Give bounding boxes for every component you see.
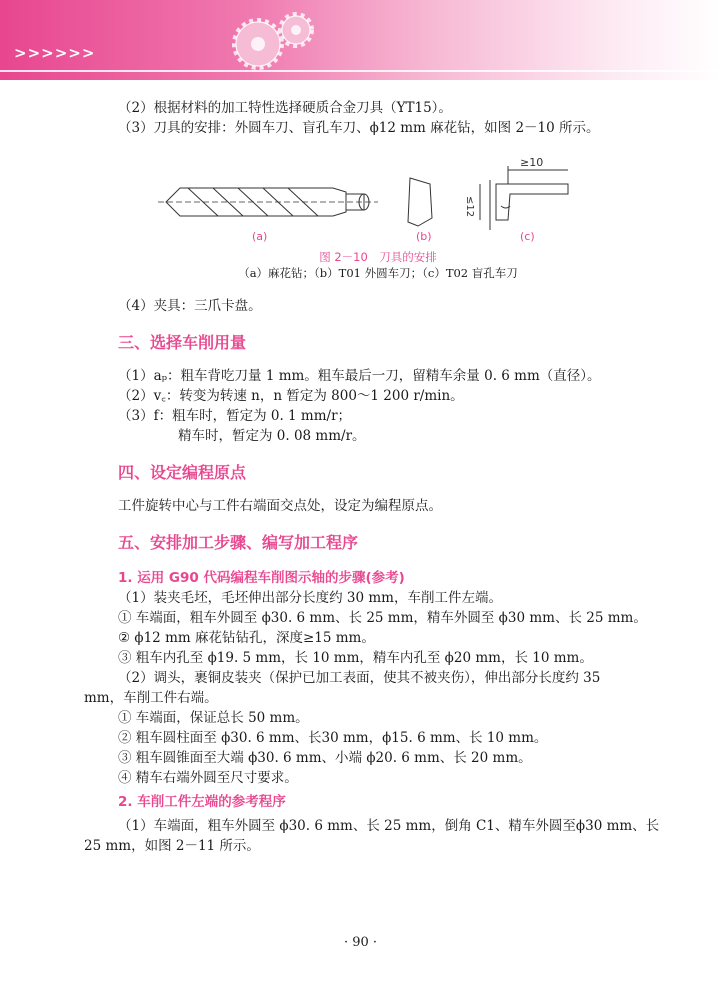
subsection-heading-1: 1. 运用 G90 代码编程车削图示轴的步骤(参考): [118, 570, 405, 586]
feed-rough-line: （3）f：粗车时，暂定为 0. 1 mm/r；: [118, 408, 352, 424]
cutting-depth-line: （1）aₚ：粗车背吃刀量 1 mm。粗车最后一刀，留精车余量 0. 6 mm（直径）。: [118, 368, 601, 384]
step-line-4: ③ 粗车内孔至 ϕ19. 5 mm，长 10 mm，精车内孔至 ϕ20 mm，长 10 mm。: [118, 650, 593, 666]
boring-tool-drawing: [480, 166, 568, 230]
tool-arrangement-line: （3）刀具的安排：外圆车刀、盲孔车刀、ϕ12 mm 麻花钻，如图 2－10 所示。: [118, 120, 600, 136]
step-line-9: ④ 精车右端外圆至尺寸要求。: [118, 770, 298, 786]
step-line-1: （1）装夹毛坯，毛坯伸出部分长度约 30 mm，车削工件左端。: [118, 590, 502, 606]
subsection-heading-2: 2. 车削工件左端的参考程序: [118, 794, 286, 810]
step-line-8: ③ 粗车圆锥面至大端 ϕ30. 6 mm、小端 ϕ20. 6 mm、长 20 mm。: [118, 750, 532, 766]
figure-subcaption: （a）麻花钻；（b）T01 外圆车刀；（c）T02 盲孔车刀: [238, 266, 518, 280]
section-heading-3: 三、选择车削用量: [118, 333, 247, 352]
figure-label-c: (c): [520, 230, 535, 243]
page-content: [84, 98, 660, 856]
feed-finish-line: 精车时，暂定为 0. 08 mm/r。: [178, 428, 366, 444]
dimension-diameter-label: ≤12: [464, 196, 475, 218]
page-number: · 90 ·: [343, 935, 378, 950]
step-line-5b: mm，车削工件右端。: [84, 690, 218, 706]
gears-icon: [218, 6, 328, 76]
figure-2-10: [118, 144, 638, 249]
cutting-speed-line: （2）v꜀：转变为转速 n，n 暂定为 800～1 200 r/min。: [118, 388, 464, 404]
step-line-6: ① 车端面，保证总长 50 mm。: [118, 710, 309, 726]
fixture-line: （4）夹具：三爪卡盘。: [118, 298, 262, 314]
outer-turning-tool-drawing: [408, 178, 432, 226]
drill-drawing: [158, 188, 378, 216]
tool-drawings: [118, 144, 638, 234]
header-rule: [0, 70, 721, 72]
step-line-7: ② 粗车圆柱面至 ϕ30. 6 mm、长30 mm，ϕ15. 6 mm、长 10 mm。: [118, 730, 548, 746]
origin-line: 工件旋转中心与工件右端面交点处，设定为编程原点。: [118, 498, 442, 514]
program-line-1a: （1）车端面，粗车外圆至 ϕ30. 6 mm、长 25 mm，倒角 C1、精车外圆至ϕ30 mm、长: [118, 818, 660, 834]
dimension-length-label: ≥10: [520, 156, 544, 169]
section-heading-5: 五、安排加工步骤、编写加工程序: [118, 533, 359, 552]
section-heading-4: 四、设定编程原点: [118, 463, 247, 482]
step-line-2: ① 车端面，粗车外圆至 ϕ30. 6 mm、长 25 mm，精车外圆至 ϕ30 mm、长 25 mm。: [118, 610, 647, 626]
step-line-3: ② ϕ12 mm 麻花钻钻孔，深度≥15 mm。: [118, 630, 375, 646]
figure-label-a: (a): [252, 230, 268, 243]
program-line-1b: 25 mm，如图 2－11 所示。: [84, 838, 260, 854]
tool-material-line: （2）根据材料的加工特性选择硬质合金刀具（YT15）。: [118, 100, 452, 116]
figure-caption: 图 2－10 刀具的安排: [319, 250, 437, 264]
step-line-5a: （2）调头，裹铜皮装夹（保护已加工表面，使其不被夹伤），伸出部分长度约 35: [118, 670, 601, 686]
header-banner: [0, 0, 721, 80]
figure-label-b: (b): [416, 230, 432, 243]
chevrons-icon: >>>>>>: [14, 44, 96, 62]
